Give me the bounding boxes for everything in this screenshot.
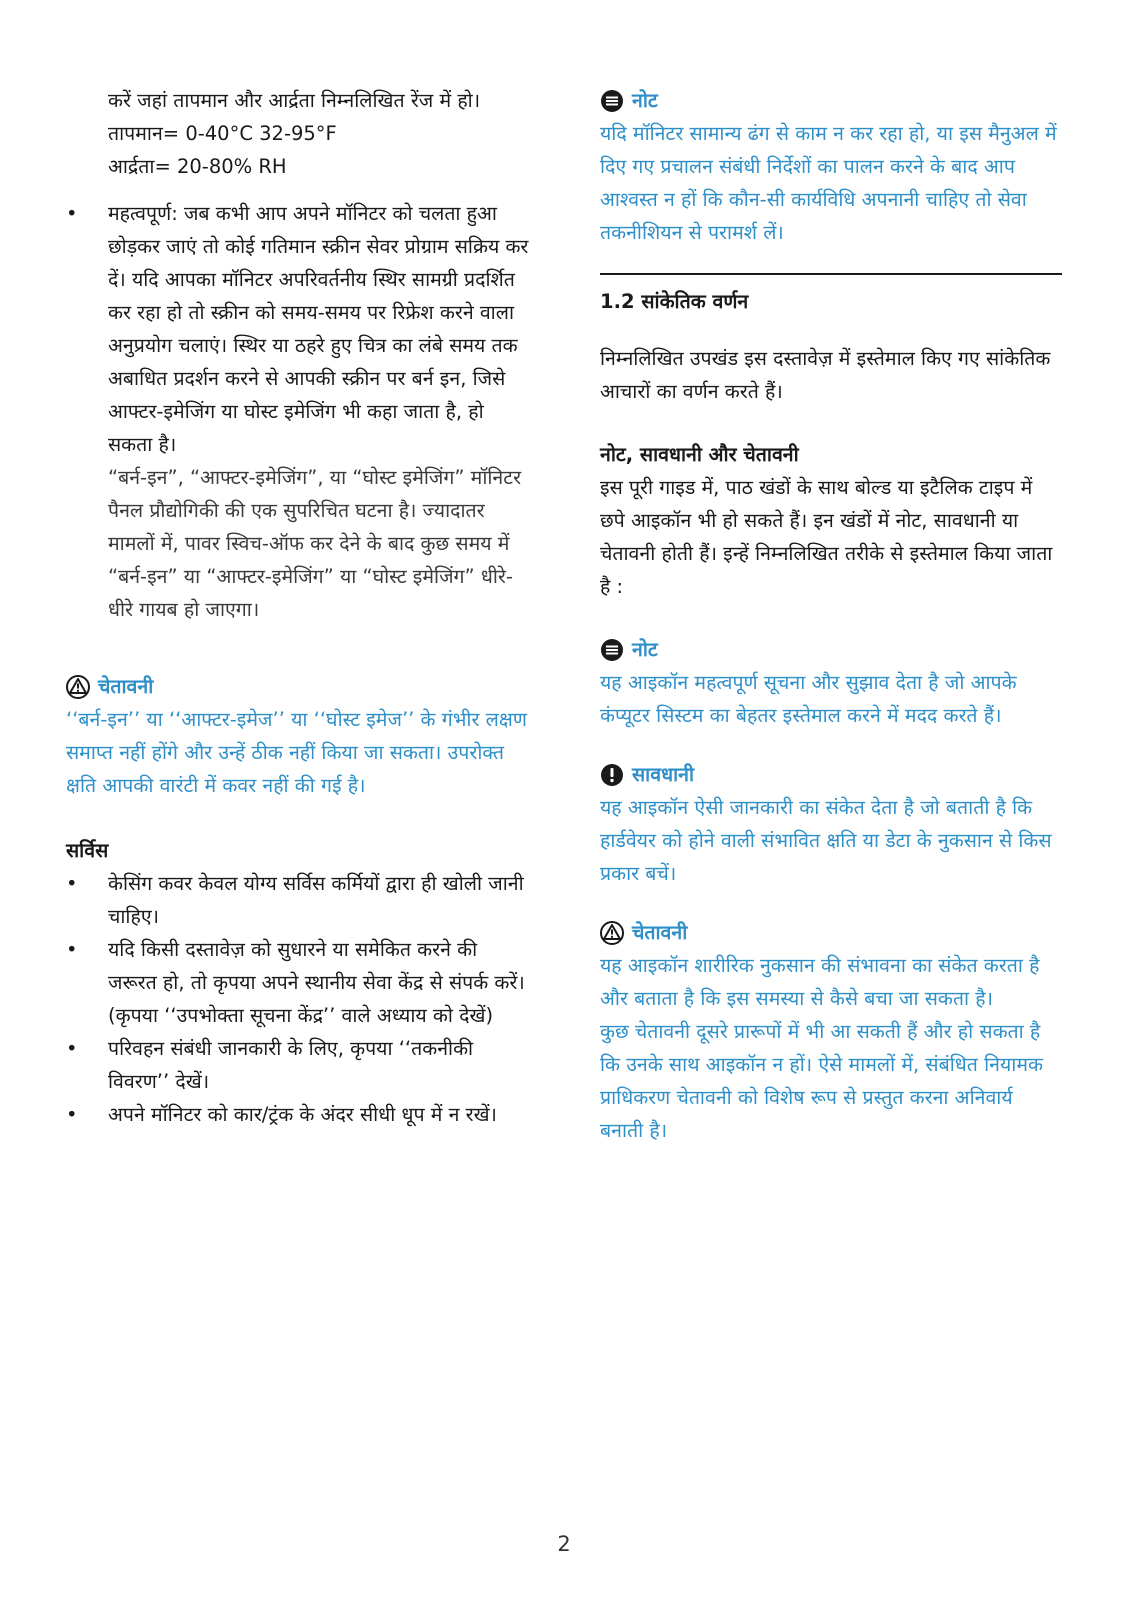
right-column: [600, 84, 1062, 1147]
page-number: 2: [557, 1532, 571, 1556]
service-item: • परिवहन संबंधी जानकारी के लिए, कृपया ‘‘तकनीकी विवरण’’ देखें।: [66, 1032, 532, 1098]
note-text: यह आइकॉन महत्वपूर्ण सूचना और सुझाव देता है जो आपके कंप्यूटर सिस्टम का बेहतर इस्तेमाल करने में मदद करते हैं।: [600, 671, 1017, 727]
subheading: नोट, सावधानी और चेतावनी: [600, 443, 799, 466]
warning-callout-header: [66, 670, 532, 703]
note-callout-header: [600, 633, 1062, 666]
important-list: [66, 197, 532, 461]
service-item: • केसिंग कवर केवल योग्य सर्विस कर्मियों द्वारा ही खोली जानी चाहिए।: [66, 867, 532, 933]
note-title: नोट: [632, 638, 658, 661]
temperature-range: तापमान= 0-40°C 32-95°F: [108, 122, 337, 145]
important-continuation: “बर्न-इन”, “आफ्टर-इमेजिंग”, या “घोस्ट इमेजिंग” मॉनिटर पैनल प्रौद्योगिकी की एक सुपरिचित घटना है। ज्यादातर मामलों में, पावर स्विच-ऑफ कर देने के बाद कुछ समय में “बर्न-इन” या “आफ्टर-इमेजिंग” या “घोस्ट इमेजिंग” धीरे-धीरे गायब हो जाएगा।: [108, 466, 522, 621]
note-icon: [600, 89, 624, 113]
caution-callout-header: [600, 758, 1062, 791]
warning-text: ‘‘बर्न-इन’’ या ‘‘आफ्टर-इमेज’’ या ‘‘घोस्ट इमेज’’ के गंभीर लक्षण समाप्त नहीं होंगे और उन्हें ठीक नहीं किया जा सकता। उपरोक्त क्षति आपकी वारंटी में कवर नहीं की गई है।: [66, 708, 527, 797]
section-intro: निम्नलिखित उपखंड इस दस्तावेज़ में इस्तेमाल किए गए सांकेतिक आचारों का वर्णन करते हैं।: [600, 347, 1051, 403]
note-text: यदि मॉनिटर सामान्य ढंग से काम न कर रहा हो, या इस मैनुअल में दिए गए प्रचालन संबंधी निर्देशों का पालन करने के बाद आप आश्वस्त न हों कि कौन-सी कार्यविधि अपनानी चाहिए तो सेवा तकनीशियन से परामर्श लें।: [600, 122, 1057, 244]
left-column: [66, 84, 532, 1131]
warning-text-extra: कुछ चेतावनी दूसरे प्रारूपों में भी आ सकती हैं और हो सकता है कि उनके साथ आइकॉन न हों। ऐसे मामलों में, संबंधित नियामक प्राधिकरण चेतावनी को विशेष रूप से प्रस्तुत करना अनिवार्य बनाती है।: [600, 1020, 1043, 1142]
caution-title: सावधानी: [632, 763, 694, 786]
warning-icon: [66, 675, 90, 699]
service-item: • यदि किसी दस्तावेज़ को सुधारने या समेकित करने की जरूरत हो, तो कृपया अपने स्थानीय सेवा केंद्र से संपर्क करें। (कृपया ‘‘उपभोक्ता सूचना केंद्र’’ वाले अध्याय को देखें): [66, 933, 532, 1032]
warning-callout-header: [600, 916, 1062, 949]
service-item: • अपने मॉनिटर को कार/ट्रंक के अंदर सीधी धूप में न रखें।: [66, 1098, 532, 1131]
important-bullet: • महत्वपूर्ण: जब कभी आप अपने मॉनिटर को चलता हुआ छोड़कर जाएं तो कोई गतिमान स्क्रीन सेवर प्रोग्राम सक्रिय कर दें। यदि आपका मॉनिटर अपरिवर्तनीय स्थिर सामग्री प्रदर्शित कर रहा हो तो स्क्रीन को समय-समय पर रिफ्रेश करने वाला अनुप्रयोग चलाएं। स्थिर या ठहरे हुए चित्र का लंबे समय तक अबाधित प्रदर्शन करने से आपकी स्क्रीन पर बर्न इन, जिसे आफ्टर-इमेजिंग या घोस्ट इमेजिंग भी कहा जाता है, हो सकता है।: [66, 197, 532, 461]
caution-icon: [600, 763, 624, 787]
humidity-range: आर्द्रता= 20-80% RH: [108, 155, 287, 178]
section-divider: [600, 273, 1062, 275]
warning-text: यह आइकॉन शारीरिक नुकसान की संभावना का संकेत करता है और बताता है कि इस समस्या से कैसे बचा जा सकता है।: [600, 954, 1040, 1010]
warning-title: चेतावनी: [98, 675, 154, 698]
environment-intro: करें जहां तापमान और आर्द्रता निम्नलिखित रेंज में हो।: [108, 89, 481, 112]
warning-title: चेतावनी: [632, 921, 688, 944]
subheading-intro: इस पूरी गाइड में, पाठ खंडों के साथ बोल्ड या इटैलिक टाइप में छपे आइकॉन भी हो सकते हैं। इन खंडों में नोट, सावधानी या चेतावनी होती हैं। इन्हें निम्नलिखित तरीके से इस्तेमाल किया जाता है :: [600, 476, 1053, 598]
section-heading: 1.2 सांकेतिक वर्णन: [600, 290, 749, 313]
service-list: [66, 867, 532, 1131]
note-callout-header: [600, 84, 1062, 117]
note-icon: [600, 638, 624, 662]
warning-icon: [600, 921, 624, 945]
note-title: नोट: [632, 89, 658, 112]
service-heading: सर्विस: [66, 839, 109, 862]
caution-text: यह आइकॉन ऐसी जानकारी का संकेत देता है जो बताती है कि हार्डवेयर को होने वाली संभावित क्षति या डेटा के नुकसान से किस प्रकार बचें।: [600, 796, 1052, 885]
